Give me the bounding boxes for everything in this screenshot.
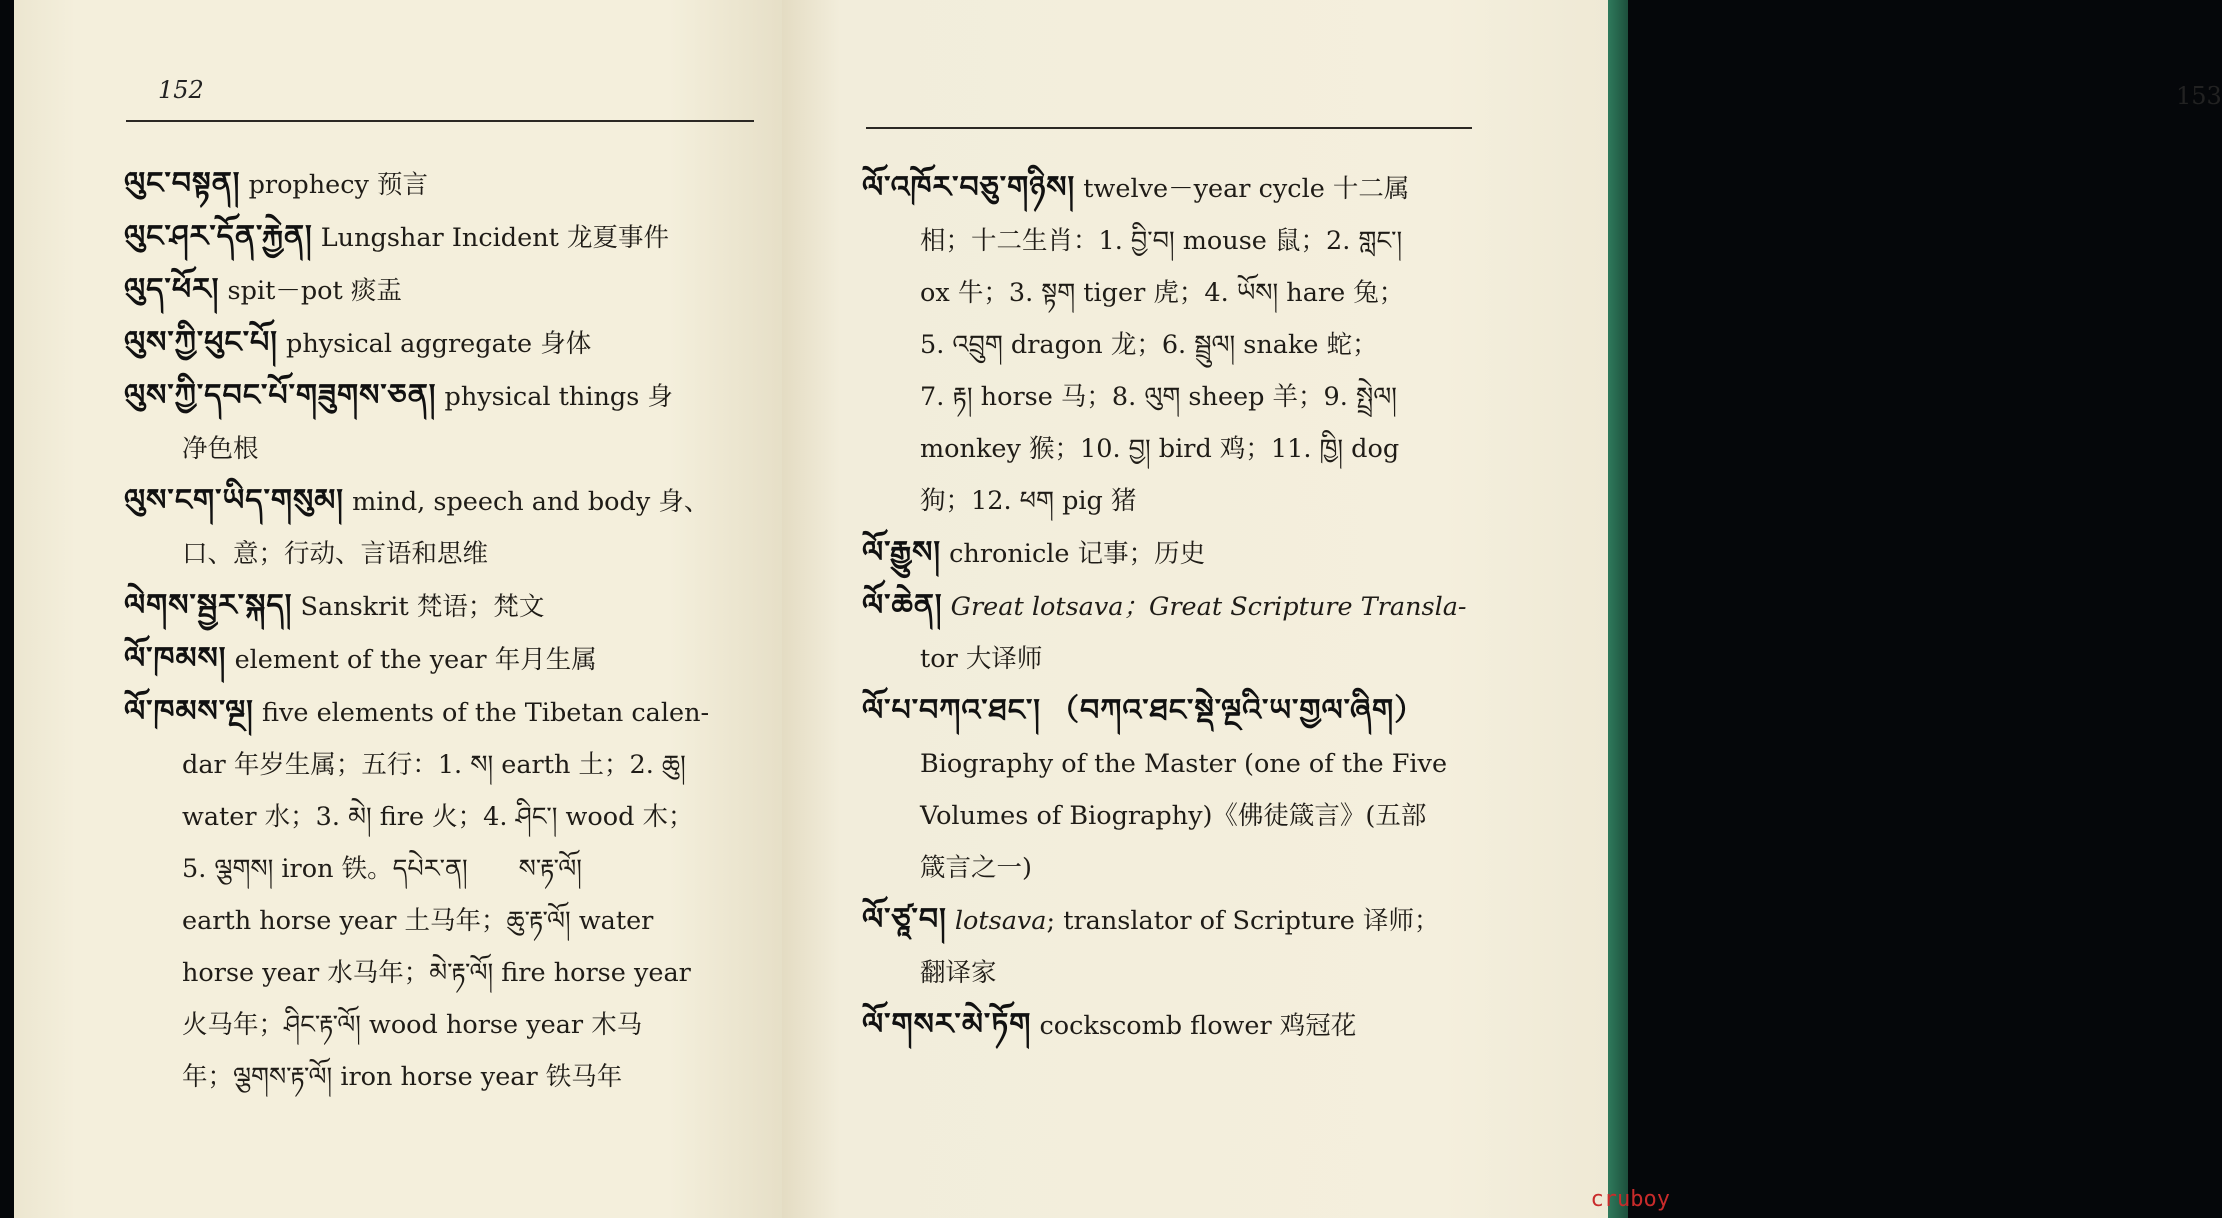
left-page [14, 0, 784, 1218]
dictionary-entry [124, 264, 764, 317]
tibetan-term: ལོ་ཆེན། [862, 588, 943, 623]
dictionary-entry [124, 158, 764, 211]
definition: Lungshar Incident 龙夏事件 [320, 223, 669, 253]
definition-continuation: 5. འབྲུག dragon 龙；6. སྦྲུལ། snake 蛇； [920, 330, 1378, 360]
tibetan-note: （བཀའ་ཐང་སྡེ་ལྔའི་ཡ་གྱལ་ཞིག） [1049, 693, 1426, 728]
definition: chronicle 记事；历史 [949, 539, 1206, 569]
definition-continuation: dar 年岁生属；五行：1. ས། earth 土；2. ཆུ། [182, 750, 686, 780]
dictionary-entry [862, 685, 1482, 894]
dictionary-entry [124, 580, 764, 633]
dictionary-entry [124, 686, 764, 1103]
header-rule [126, 120, 754, 122]
definition-continuation: 5. ལྕགས། iron 铁。དཔེར་ན། ས་རྟ་ལོ། [182, 854, 582, 884]
dictionary-entry [124, 370, 764, 475]
tibetan-term: ལུས་ཀྱི་དབང་པོ་གཟུགས་ཅན། [124, 378, 437, 413]
tibetan-term: ལོ་རྒྱུས། [862, 535, 942, 570]
definition: five elements of the Tibetan calen- [261, 698, 710, 728]
definition-continuation: 7. རྟ། horse 马；8. ལུག sheep 羊；9. སྤྲེལ། [920, 382, 1397, 412]
definition: element of the year 年月生属 [234, 645, 597, 675]
definition-continuation: 口、意；行动、言语和思维 [182, 539, 489, 569]
tibetan-term: ལོ་ཁམས་ལྔ། [124, 694, 254, 729]
definition: physical aggregate 身体 [286, 329, 592, 359]
dictionary-entry [124, 475, 764, 580]
definition-continuation: 狗；12. ཕག pig 猪 [920, 486, 1137, 516]
definition-continuation: ox 牛；3. སྟག tiger 虎；4. ཡོས། hare 兔； [920, 278, 1405, 308]
dictionary-entry [862, 894, 1482, 999]
definition: Sanskrit 梵语；梵文 [300, 592, 545, 622]
tibetan-term: ལེགས་སྦྱར་སྐད། [124, 588, 293, 623]
tibetan-term: ལོ་འཁོར་བཅུ་གཉིས། [862, 170, 1076, 205]
definition-italic: Great lotsava；Great Scripture Transla- [950, 592, 1467, 622]
definition-continuation: 翻译家 [920, 958, 997, 988]
definition: spit－pot 痰盂 [227, 276, 402, 306]
definition: mind, speech and body 身、 [352, 487, 710, 517]
header-rule [866, 127, 1472, 129]
entry-list [124, 158, 764, 1103]
watermark: cruboy [1590, 1187, 1670, 1212]
tibetan-term: ལོ་གསར་མེ་ཏོག [862, 1007, 1032, 1042]
definition-continuation: 火马年；ཤིང་རྟ་ལོ། wood horse year 木马 [182, 1010, 643, 1040]
definition: twelve－year cycle 十二属 [1083, 174, 1410, 204]
definition-continuation: 箴言之一) [920, 853, 1032, 883]
tibetan-term: ལུང་ཤར་དོན་རྐྱེན། [124, 219, 313, 254]
definition-continuation: Volumes of Biography)《佛徒箴言》(五部 [920, 801, 1427, 831]
tibetan-term: ལོ་པ་བཀའ་ཐང་། [862, 693, 1041, 728]
dictionary-entry [862, 580, 1482, 685]
tibetan-term: ལུས་ངག་ཡིད་གསུམ། [124, 483, 344, 518]
definition-continuation: water 水；3. མེ། fire 火；4. ཤིང་། wood 木； [182, 802, 694, 832]
entry-list [862, 162, 1482, 1052]
definition-continuation: Biography of the Master (one of the Five [920, 749, 1448, 779]
definition-continuation: 相；十二生肖：1. བྱི་བ། mouse 鼠；2. གླང་། [920, 226, 1403, 256]
definition: physical things 身 [444, 382, 673, 412]
tibetan-term: ལོ་ཁམས། [124, 641, 227, 676]
definition-continuation: 年；ལྕགས་རྟ་ལོ། iron horse year 铁马年 [182, 1062, 623, 1092]
tibetan-term: ལོ་ཙཱ་བ། [862, 902, 947, 937]
tibetan-term: ལུང་བསྟན། [124, 166, 241, 201]
tibetan-term: ལུད་ཕོར། [124, 272, 220, 307]
definition-continuation: earth horse year 土马年；ཆུ་རྟ་ལོ། water [182, 906, 654, 936]
definition-italic: lotsava [954, 906, 1047, 936]
dictionary-entry [862, 527, 1482, 580]
tibetan-term: ལུས་ཀྱི་ཕུང་པོ། [124, 325, 278, 360]
page-number: 153 [2176, 82, 2222, 110]
definition-continuation: tor 大译师 [920, 644, 1043, 674]
definition: cockscomb flower 鸡冠花 [1039, 1011, 1357, 1041]
definition: ; translator of Scripture 译师； [1046, 906, 1440, 936]
definition-continuation: monkey 猴；10. བྱ། bird 鸡；11. ཁྱི། dog [920, 434, 1400, 464]
dictionary-entry [124, 317, 764, 370]
definition: prophecy 预言 [248, 170, 429, 200]
dictionary-entry [862, 162, 1482, 527]
definition-continuation: horse year 水马年；མེ་རྟ་ལོ། fire horse year [182, 958, 691, 988]
dictionary-entry [124, 633, 764, 686]
definition-continuation: 净色根 [182, 434, 259, 464]
book-cover-edge [1608, 0, 1628, 1218]
dictionary-entry [124, 211, 764, 264]
dictionary-entry [862, 999, 1482, 1052]
page-number: 152 [158, 76, 204, 104]
